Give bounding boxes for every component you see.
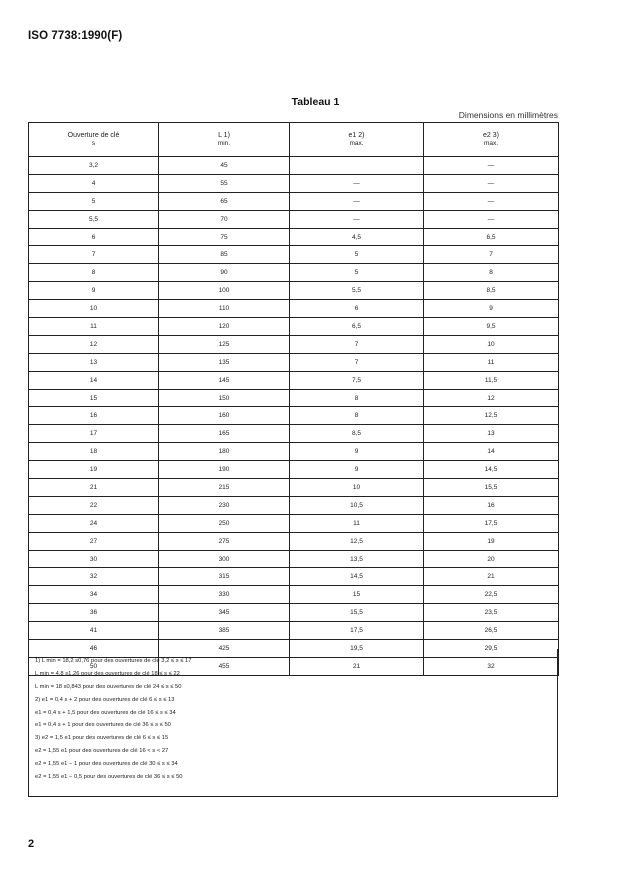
table-cell: 34 (29, 586, 159, 604)
table-cell: 5,5 (29, 210, 159, 228)
footnote-line: e1 = 0,4 s + 1 pour des ouvertures de clé 36 ≤ s ≤ 50 (35, 722, 171, 729)
table-cell: 110 (159, 300, 290, 318)
table-cell: — (290, 174, 424, 192)
table-cell: 18 (29, 443, 159, 461)
table-cell: 15,5 (290, 604, 424, 622)
footnote-line: e2 = 1,55 e1 pour des ouvertures de clé 16 < s < 27 (35, 748, 169, 755)
column-header-main: e2 3) (483, 131, 499, 139)
table-cell: 120 (159, 318, 290, 336)
table-cell: 22,5 (424, 586, 559, 604)
column-header-key-opening (29, 123, 159, 157)
table-cell: 125 (159, 335, 290, 353)
table-cell: 215 (159, 479, 290, 497)
column-header-main: e1 2) (348, 131, 365, 139)
table-row (29, 318, 559, 336)
table-cell: 85 (159, 246, 290, 264)
column-header-sub: max. (483, 139, 499, 147)
table-cell: 10 (290, 479, 424, 497)
dimensions-table-container (28, 122, 558, 676)
dimensions-note: Dimensions en millimètres (458, 110, 558, 120)
table-cell: 8,5 (290, 425, 424, 443)
table-cell (290, 157, 424, 175)
table-cell: 13,5 (290, 550, 424, 568)
table-row (29, 550, 559, 568)
table-cell: 150 (159, 389, 290, 407)
table-row (29, 192, 559, 210)
table-row (29, 210, 559, 228)
table-cell: 315 (159, 568, 290, 586)
table-cell: 17,5 (424, 514, 559, 532)
table-cell: 230 (159, 496, 290, 514)
table-cell: — (424, 210, 559, 228)
table-cell: 5,5 (290, 282, 424, 300)
table-row (29, 300, 559, 318)
table-cell: 7 (290, 335, 424, 353)
table-cell: 46 (29, 640, 159, 658)
table-row (29, 461, 559, 479)
footnote-line: 1) L min = 18,2 s0,76 pour des ouvertures de clé 3,2 ≤ s ≤ 17 (35, 658, 192, 664)
table-cell: 10,5 (290, 496, 424, 514)
table-cell: 14 (29, 371, 159, 389)
table-cell: 50 (29, 657, 159, 675)
table-cell: 8,5 (424, 282, 559, 300)
table-cell: — (290, 210, 424, 228)
table-cell: 21 (424, 568, 559, 586)
table-cell: 7,5 (290, 371, 424, 389)
table-cell: 135 (159, 353, 290, 371)
table-cell: 8 (424, 264, 559, 282)
table-cell: 455 (159, 657, 290, 675)
table-cell: 385 (159, 622, 290, 640)
table-cell: 19,5 (290, 640, 424, 658)
table-cell: 5 (290, 246, 424, 264)
table-cell: 100 (159, 282, 290, 300)
table-cell: 12,5 (424, 407, 559, 425)
page-number: 2 (28, 838, 35, 850)
table-cell: 4 (29, 174, 159, 192)
table-row (29, 353, 559, 371)
table-cell: 41 (29, 622, 159, 640)
table-row (29, 264, 559, 282)
table-cell: 12 (424, 389, 559, 407)
table-row (29, 532, 559, 550)
table-cell: 190 (159, 461, 290, 479)
table-cell: 17 (29, 425, 159, 443)
table-cell: 17,5 (290, 622, 424, 640)
footnote-line: 3) e2 = 1,5 e1 pour des ouvertures de clé 6 ≤ s ≤ 15 (35, 735, 169, 742)
table-cell: 9 (290, 461, 424, 479)
dimensions-table (28, 122, 559, 676)
column-header-sub: s (91, 139, 96, 147)
table-cell: 12 (29, 335, 159, 353)
table-cell: 8 (290, 389, 424, 407)
table-cell: 36 (29, 604, 159, 622)
table-cell: 29,5 (424, 640, 559, 658)
table-cell: 32 (424, 657, 559, 675)
table-cell: 19 (424, 532, 559, 550)
table-row (29, 622, 559, 640)
column-header-main: L 1) (218, 131, 230, 139)
table-cell: 425 (159, 640, 290, 658)
table-cell: 16 (29, 407, 159, 425)
table-cell: 345 (159, 604, 290, 622)
table-cell: 19 (29, 461, 159, 479)
column-header-sub: max. (349, 139, 364, 147)
table-cell: 11 (29, 318, 159, 336)
table-row (29, 389, 559, 407)
table-row (29, 443, 559, 461)
table-cell: 23,5 (424, 604, 559, 622)
table-cell: 16 (424, 496, 559, 514)
table-cell: 55 (159, 174, 290, 192)
table-cell: 13 (424, 425, 559, 443)
table-cell: 12,5 (290, 532, 424, 550)
footnote-line: 2) e1 = 0,4 s + 2 pour des ouvertures de clé 6 ≤ s ≤ 13 (35, 696, 175, 703)
table-cell: 10 (29, 300, 159, 318)
table-row (29, 586, 559, 604)
table-cell: 21 (29, 479, 159, 497)
column-header-length (159, 123, 290, 157)
table-cell: 160 (159, 407, 290, 425)
footnote-line: L min = 18 s0,843 pour des ouvertures de clé 24 ≤ s ≤ 50 (35, 683, 182, 690)
column-header-main: Ouverture de clé (67, 131, 120, 139)
table-cell: 30 (29, 550, 159, 568)
table-row (29, 282, 559, 300)
table-cell: 4,5 (290, 228, 424, 246)
table-cell: 90 (159, 264, 290, 282)
table-row (29, 228, 559, 246)
table-cell: 14,5 (290, 568, 424, 586)
table-cell: 22 (29, 496, 159, 514)
table-row (29, 371, 559, 389)
table-cell: 21 (290, 657, 424, 675)
table-cell: 11,5 (424, 371, 559, 389)
footnotes-box (28, 649, 558, 797)
column-header-e2 (424, 123, 559, 157)
table-cell: — (290, 192, 424, 210)
table-cell: 11 (424, 353, 559, 371)
table-row (29, 514, 559, 532)
table-cell: 5 (29, 192, 159, 210)
table-cell: 7 (29, 246, 159, 264)
table-cell: 11 (290, 514, 424, 532)
table-cell: — (424, 157, 559, 175)
table-cell: 275 (159, 532, 290, 550)
table-cell: 14 (424, 443, 559, 461)
table-cell: 250 (159, 514, 290, 532)
table-cell: 145 (159, 371, 290, 389)
table-cell: 7 (290, 353, 424, 371)
table-cell: 8 (290, 407, 424, 425)
table-cell: 10 (424, 335, 559, 353)
table-row (29, 174, 559, 192)
table-cell: — (424, 174, 559, 192)
table-cell: 15,5 (424, 479, 559, 497)
table-cell: 15 (290, 586, 424, 604)
table-cell: 45 (159, 157, 290, 175)
table-cell: 14,5 (424, 461, 559, 479)
footnote-line: e1 = 0,4 s + 1,5 pour des ouvertures de clé 16 ≤ s ≤ 34 (35, 709, 176, 716)
table-row (29, 604, 559, 622)
table-header-row (29, 123, 559, 157)
table-cell: 27 (29, 532, 159, 550)
table-cell: 300 (159, 550, 290, 568)
table-cell: 24 (29, 514, 159, 532)
table-cell: 32 (29, 568, 159, 586)
table-row (29, 407, 559, 425)
table-row (29, 246, 559, 264)
footnote-line: e2 = 1,55 e1 − 0,5 pour des ouvertures de clé 36 ≤ s ≤ 50 (35, 774, 183, 781)
table-cell: 9 (424, 300, 559, 318)
table-cell: 9,5 (424, 318, 559, 336)
table-cell: 8 (29, 264, 159, 282)
table-row (29, 496, 559, 514)
table-cell: 13 (29, 353, 159, 371)
table-cell: 180 (159, 443, 290, 461)
table-cell: 65 (159, 192, 290, 210)
table-cell: 26,5 (424, 622, 559, 640)
table-row (29, 157, 559, 175)
table-cell: 9 (29, 282, 159, 300)
table-cell: 5 (290, 264, 424, 282)
footnote-line: e2 = 1,55 e1 − 1 pour des ouvertures de clé 30 ≤ s ≤ 34 (35, 761, 178, 768)
table-cell: 3,2 (29, 157, 159, 175)
table-cell: 7 (424, 246, 559, 264)
table-cell: — (424, 192, 559, 210)
table-cell: 6,5 (290, 318, 424, 336)
column-header-sub: min. (217, 139, 231, 147)
standard-id-header: ISO 7738:1990(F) (28, 30, 123, 42)
table-cell: 9 (290, 443, 424, 461)
column-header-e1 (290, 123, 424, 157)
footnote-line: L min = 4,8 s1,26 pour des ouvertures de clé 18 ≤ s ≤ 22 (35, 670, 180, 677)
table-cell: 70 (159, 210, 290, 228)
table-cell: 330 (159, 586, 290, 604)
table-row (29, 479, 559, 497)
table-cell: 165 (159, 425, 290, 443)
table-cell: 6 (290, 300, 424, 318)
table-row (29, 425, 559, 443)
table-cell: 6,5 (424, 228, 559, 246)
table-title: Tableau 1 (291, 96, 340, 108)
table-body (29, 157, 559, 676)
table-row (29, 568, 559, 586)
table-row (29, 335, 559, 353)
table-cell: 20 (424, 550, 559, 568)
table-cell: 6 (29, 228, 159, 246)
table-cell: 75 (159, 228, 290, 246)
table-cell: 15 (29, 389, 159, 407)
